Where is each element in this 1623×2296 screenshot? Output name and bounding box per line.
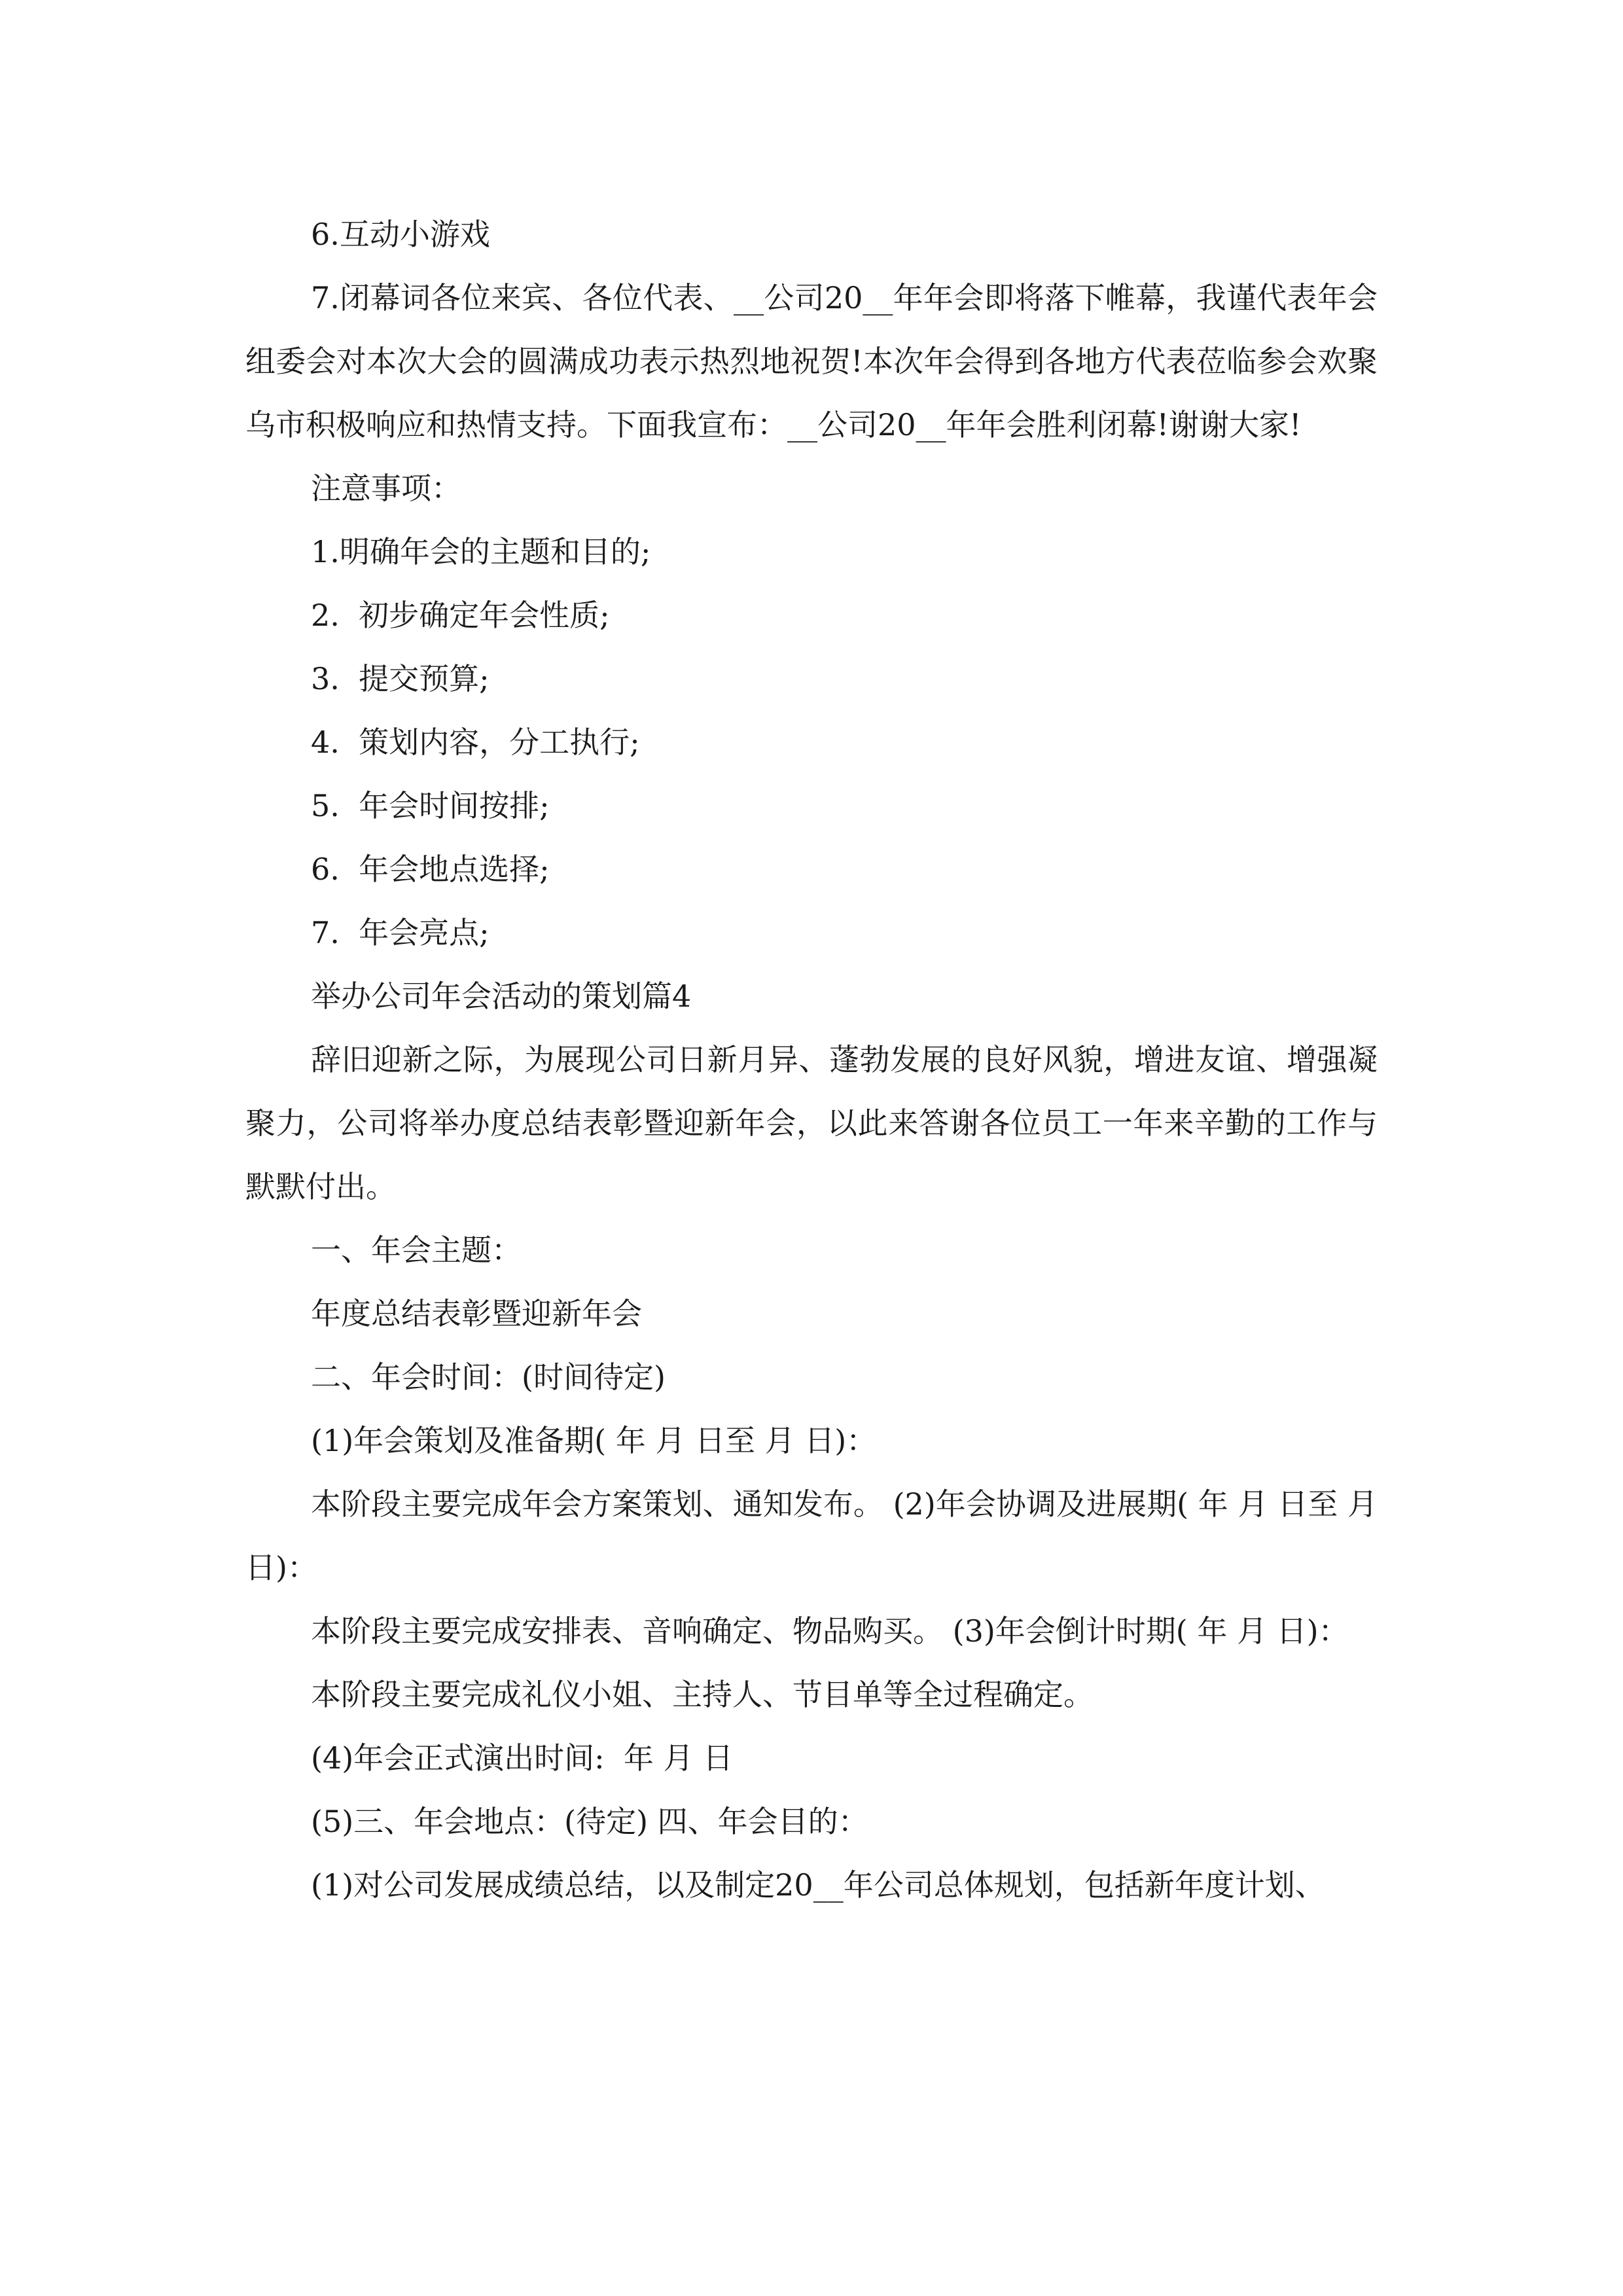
time-phase-1-detail: 本阶段主要完成年会方案策划、通知发布。 (2)年会协调及进展期( 年 月 日至 月 日)： — [245, 1486, 1387, 1585]
intro-paragraph: 辞旧迎新之际，为展现公司日新月异、蓬勃发展的良好风貌，增进友谊、增强凝聚力，公司将举办度总结表彰暨迎新年会，以此来答谢各位员工一年来辛勤的工作与默默付出。 — [245, 1042, 1378, 1204]
time-phase-3-detail: 本阶段主要完成礼仪小姐、主持人、节目单等全过程确定。 — [311, 1677, 1094, 1712]
time-heading: 二、年会时间：(时间待定) — [311, 1359, 666, 1395]
location-and-purpose-heading: (5)三、年会地点：(待定) 四、年会目的： — [311, 1804, 868, 1839]
time-phase-2-detail: 本阶段主要完成安排表、音响确定、物品购买。 (3)年会倒计时期( 年 月 日)： — [311, 1613, 1349, 1649]
document-body — [245, 203, 1387, 1917]
closing-speech-paragraph: 7.闭幕词各位来宾、各位代表、__公司20__年年会即将落下帷幕，我谨代表年会组委会对本次大会的圆满成功表示热烈地祝贺!本次年会得到各地方代表莅临参会欢聚乌市积极响应和热情支持。下面我宣布：__公司20__年年会胜利闭幕!谢谢大家! — [245, 280, 1378, 442]
section-title: 举办公司年会活动的策划篇4 — [311, 978, 692, 1014]
notes-heading: 注意事项： — [311, 471, 461, 506]
theme-text: 年度总结表彰暨迎新年会 — [311, 1296, 642, 1331]
note-item-4: 4. 策划内容，分工执行; — [311, 725, 640, 760]
performance-time: (4)年会正式演出时间: 年 月 日 — [311, 1740, 734, 1776]
note-item-1: 1.明确年会的主题和目的; — [311, 534, 651, 569]
note-item-5: 5. 年会时间按排; — [311, 788, 550, 823]
theme-heading: 一、年会主题： — [311, 1232, 522, 1268]
note-item-6: 6. 年会地点选择; — [311, 852, 550, 887]
note-item-7: 7. 年会亮点; — [311, 915, 490, 950]
note-item-3: 3. 提交预算; — [311, 661, 490, 696]
time-phase-1: (1)年会策划及准备期( 年 月 日至 月 日)： — [311, 1423, 877, 1458]
purpose-item-1: (1)对公司发展成绩总结，以及制定20__年公司总体规划，包括新年度计划、 — [311, 1867, 1325, 1903]
note-item-2: 2. 初步确定年会性质; — [311, 598, 610, 633]
list-item-game: 6.互动小游戏 — [311, 217, 490, 252]
